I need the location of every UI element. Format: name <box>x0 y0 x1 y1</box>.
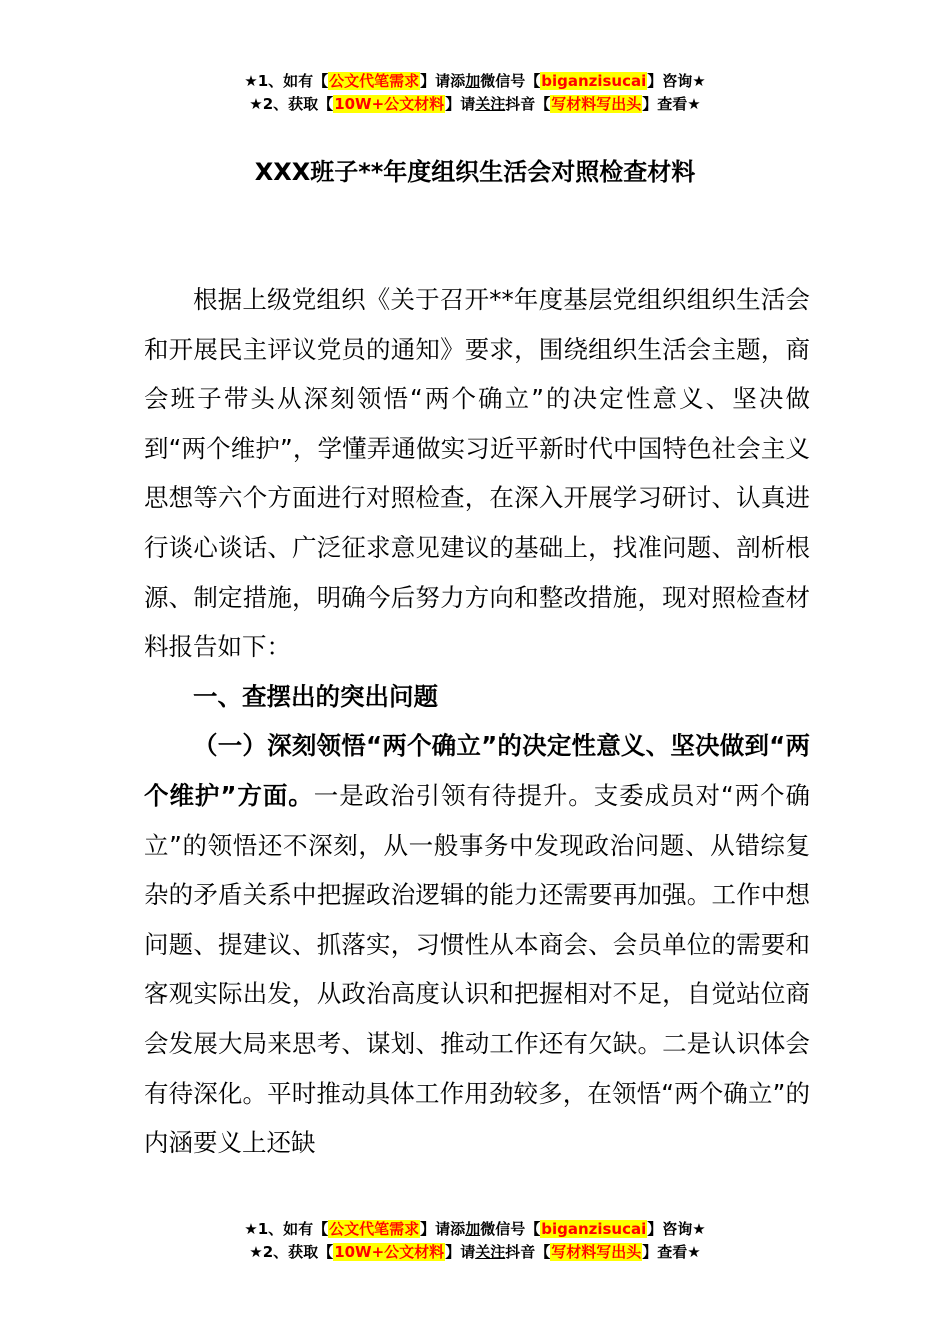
subsection-text: 一是政治引领有待提升。支委成员对“两个确立”的领悟还不深刻，从一般事务中发现政治问题、从错综复杂的矛盾关系中把握政治逻辑的能力还需要再加强。工作中想问题、提建议、抓落实，习惯性从本商会、会员单位的需要和客观实际出发，从政治高度认识和把握相对不足，自觉站位商会发展大局来思考、谋划、推动工作还有欠缺。二是认识体会有待深化。平时推动具体工作用劲较多，在领悟“两个确立”的内涵要义上还缺 <box>144 780 810 1158</box>
banner-line-2: ★2、获取【10W+公文材料】请关注抖音【写材料写出头】查看★ <box>249 1243 701 1261</box>
document-title: XXX班子**年度组织生活会对照检查材料 <box>254 158 696 186</box>
highlight-materials: 10W+公文材料 <box>334 1243 445 1261</box>
banner-line-1: ★1、如有【公文代笔需求】请添加微信号【biganzisucai】咨询★ <box>244 1220 706 1238</box>
subsection-heading: （一）深刻领悟“两个确立”的决定性意义、坚决做到“两个维护”方面。 <box>144 731 810 810</box>
highlight-materials: 10W+公文材料 <box>334 95 445 113</box>
highlight-service: 公文代笔需求 <box>329 72 420 90</box>
intro-paragraph: 根据上级党组织《关于召开**年度基层党组织组织生活会和开展民主评议党员的通知》要求，围绕组织生活会主题，商会班子带头从深刻领悟“两个确立”的决定性意义、坚决做到“两个维护”，学懂弄通做实习近平新时代中国特色社会主义思想等六个方面进行对照检查，在深入开展学习研讨、认真进行谈心谈话、广泛征求意见建议的基础上，找准问题、剖析根源、制定措施，明确今后努力方向和整改措施，现对照检查材料报告如下： <box>144 285 810 662</box>
document-body <box>144 275 810 1168</box>
header-banner <box>0 70 950 116</box>
highlight-wechat-id: biganzisucai <box>541 72 647 90</box>
footer-banner <box>0 1218 950 1264</box>
highlight-douyin-account: 写材料写出头 <box>551 95 642 113</box>
section-heading: 一、查摆出的突出问题 <box>193 681 438 711</box>
highlight-wechat-id: biganzisucai <box>541 1220 647 1238</box>
highlight-service: 公文代笔需求 <box>329 1220 420 1238</box>
banner-line-1: ★1、如有【公文代笔需求】请添加微信号【biganzisucai】咨询★ <box>244 72 706 90</box>
highlight-douyin-account: 写材料写出头 <box>551 1243 642 1261</box>
banner-line-2: ★2、获取【10W+公文材料】请关注抖音【写材料写出头】查看★ <box>249 95 701 113</box>
subsection-paragraph <box>144 721 810 1167</box>
